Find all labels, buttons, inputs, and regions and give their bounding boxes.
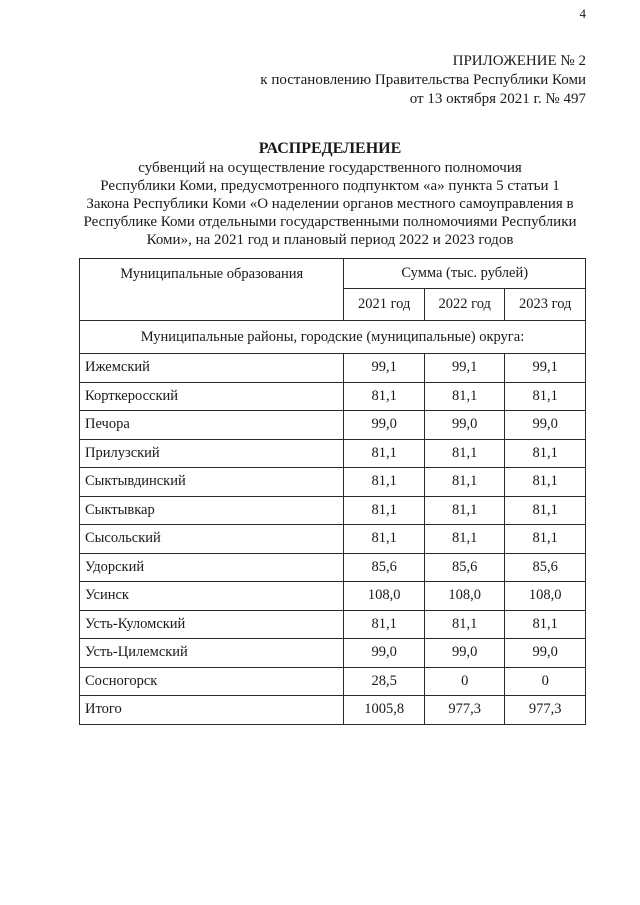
amount-cell: 81,1	[344, 525, 425, 554]
amount-cell: 81,1	[424, 439, 505, 468]
table-row	[80, 354, 586, 383]
sum-header: Сумма (тыс. рублей)	[344, 259, 586, 289]
municipalities-header: Муниципальные образования	[80, 259, 344, 321]
amount-cell: 977,3	[505, 696, 586, 725]
table-row	[80, 411, 586, 440]
table-row	[80, 696, 586, 725]
year-header-2021: 2021 год	[344, 289, 425, 321]
table-row	[80, 496, 586, 525]
amount-cell: 99,1	[505, 354, 586, 383]
amount-cell: 0	[424, 667, 505, 696]
amount-cell: 81,1	[505, 496, 586, 525]
municipality-name: Прилузский	[80, 439, 344, 468]
municipality-name: Сосногорск	[80, 667, 344, 696]
municipality-name: Корткеросский	[80, 382, 344, 411]
table-row	[80, 553, 586, 582]
municipality-name: Ижемский	[80, 354, 344, 383]
amount-cell: 81,1	[344, 610, 425, 639]
amount-cell: 81,1	[424, 525, 505, 554]
amount-cell: 81,1	[424, 496, 505, 525]
distribution-table	[79, 258, 586, 725]
amount-cell: 99,0	[424, 411, 505, 440]
amount-cell: 81,1	[344, 468, 425, 497]
amount-cell: 99,1	[424, 354, 505, 383]
document-title: РАСПРЕДЕЛЕНИЕ	[258, 140, 402, 157]
amount-cell: 99,0	[505, 639, 586, 668]
subtitle-line: Республики Коми, предусмотренного подпунктом «а» пункта 5 статьи 1	[100, 178, 560, 194]
table-row	[80, 525, 586, 554]
table-row	[80, 639, 586, 668]
amount-cell: 108,0	[505, 582, 586, 611]
amount-cell: 81,1	[424, 382, 505, 411]
subtitle-line: Закона Республики Коми «О наделении органов местного самоуправления в	[86, 196, 574, 212]
amount-cell: 99,0	[505, 411, 586, 440]
amount-cell: 977,3	[424, 696, 505, 725]
municipality-name: Усть-Цилемский	[80, 639, 344, 668]
amount-cell: 99,0	[344, 411, 425, 440]
municipality-name: Удорский	[80, 553, 344, 582]
year-header-2022: 2022 год	[424, 289, 505, 321]
appendix-resolution: к постановлению Правительства Республики Коми	[260, 72, 586, 88]
table-row	[80, 582, 586, 611]
year-header-2023: 2023 год	[505, 289, 586, 321]
section-label: Муниципальные районы, городские (муниципальные) округа:	[80, 321, 586, 354]
amount-cell: 81,1	[505, 610, 586, 639]
table-row	[80, 610, 586, 639]
municipality-name: Печора	[80, 411, 344, 440]
amount-cell: 99,0	[424, 639, 505, 668]
amount-cell: 108,0	[344, 582, 425, 611]
municipality-name: Сыктывдинский	[80, 468, 344, 497]
amount-cell: 1005,8	[344, 696, 425, 725]
municipality-name: Сыктывкар	[80, 496, 344, 525]
amount-cell: 99,1	[344, 354, 425, 383]
amount-cell: 81,1	[344, 382, 425, 411]
amount-cell: 81,1	[505, 439, 586, 468]
amount-cell: 81,1	[344, 439, 425, 468]
subtitle-line: Коми», на 2021 год и плановый период 2022 и 2023 годов	[146, 232, 514, 248]
subtitle-line: Республике Коми отдельными государственными полномочиями Республики	[83, 214, 577, 230]
amount-cell: 81,1	[424, 468, 505, 497]
amount-cell: 85,6	[424, 553, 505, 582]
appendix-title: ПРИЛОЖЕНИЕ № 2	[452, 53, 586, 69]
table-row	[80, 667, 586, 696]
amount-cell: 108,0	[424, 582, 505, 611]
amount-cell: 81,1	[505, 382, 586, 411]
municipality-name: Усинск	[80, 582, 344, 611]
page-number: 4	[579, 6, 586, 21]
municipality-name: Усть-Куломский	[80, 610, 344, 639]
table-row	[80, 439, 586, 468]
table-row	[80, 382, 586, 411]
amount-cell: 85,6	[505, 553, 586, 582]
appendix-header	[260, 52, 586, 109]
municipality-name: Итого	[80, 696, 344, 725]
amount-cell: 28,5	[344, 667, 425, 696]
appendix-date: от 13 октября 2021 г. № 497	[409, 91, 586, 107]
amount-cell: 81,1	[344, 496, 425, 525]
amount-cell: 85,6	[344, 553, 425, 582]
document-heading	[60, 140, 600, 249]
amount-cell: 81,1	[424, 610, 505, 639]
amount-cell: 99,0	[344, 639, 425, 668]
municipality-name: Сысольский	[80, 525, 344, 554]
subtitle-line: субвенций на осуществление государственного полномочия	[138, 160, 522, 176]
section-row	[80, 321, 586, 354]
amount-cell: 81,1	[505, 468, 586, 497]
amount-cell: 81,1	[505, 525, 586, 554]
table-header-row	[80, 259, 586, 289]
amount-cell: 0	[505, 667, 586, 696]
table-row	[80, 468, 586, 497]
